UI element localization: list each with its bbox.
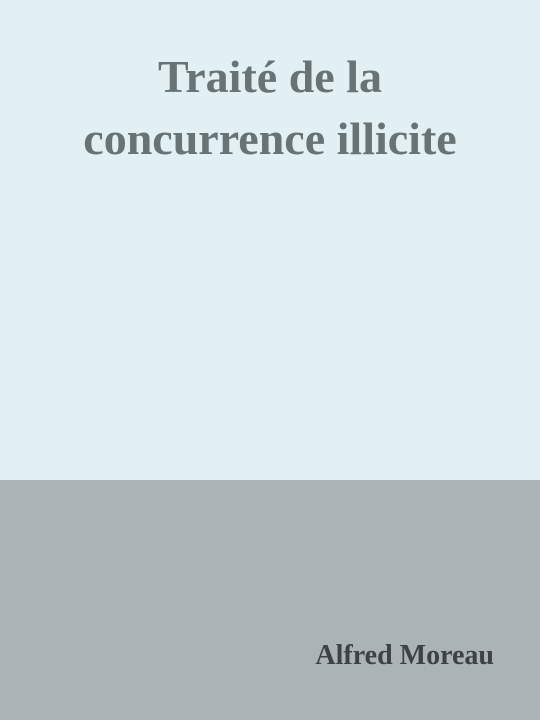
cover-bottom-panel (0, 480, 540, 720)
book-author: Alfred Moreau (315, 640, 494, 671)
book-title-line-1: Traité de la (158, 51, 382, 102)
book-title-line-2: concurrence illicite (83, 113, 457, 164)
book-title (0, 46, 540, 170)
